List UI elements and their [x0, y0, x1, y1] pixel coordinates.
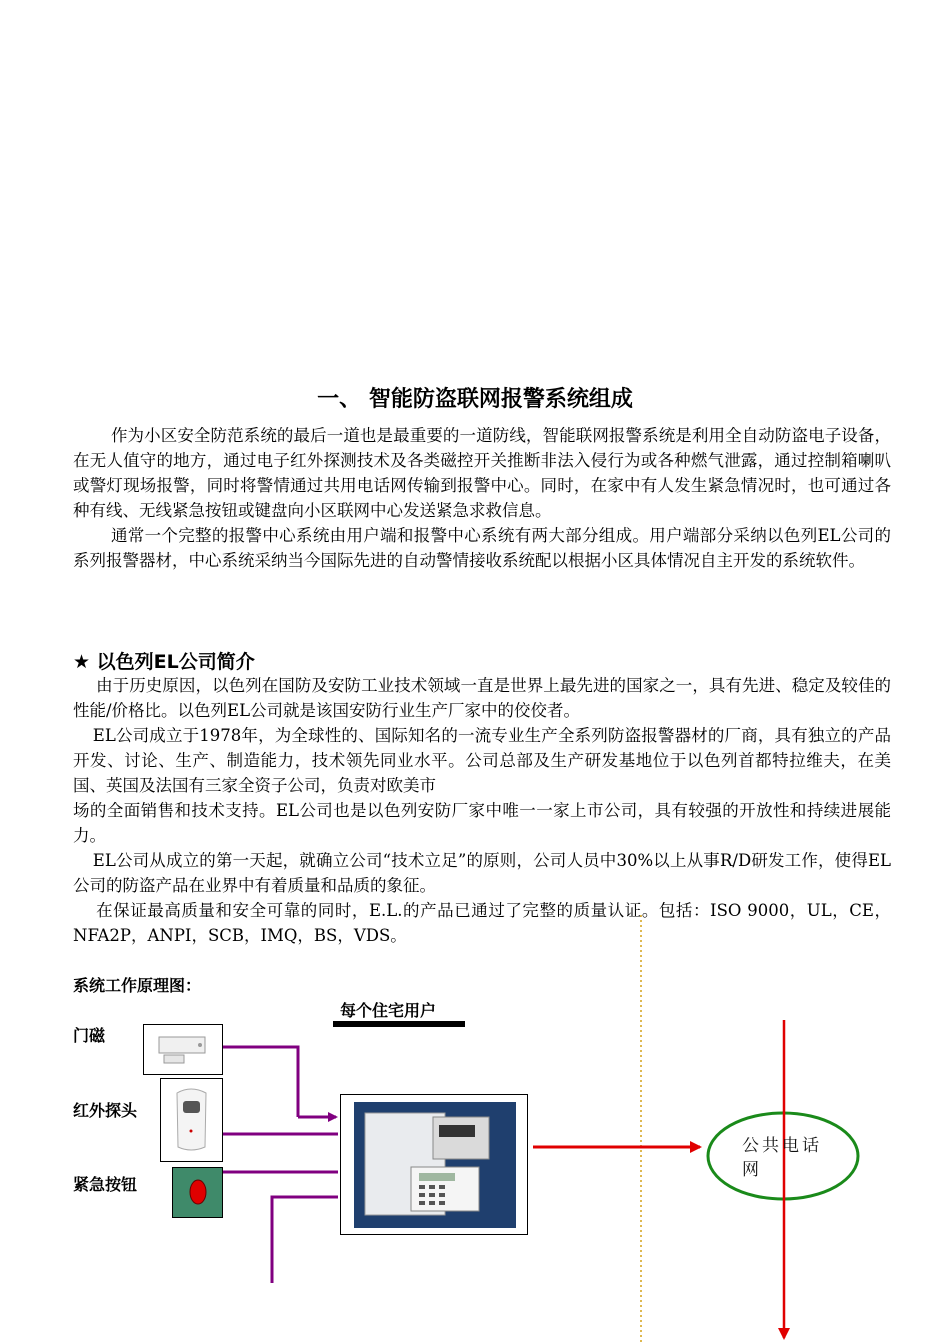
device-label-emergency: 紧急按钮 — [73, 1175, 138, 1194]
intro-paragraph-2: 通常一个完整的报警中心系统由用户端和报警中心系统有两大部分组成。用户端部分采纳以色列EL公司的系列报警器材，中心系统采纳当今国际先进的自动警情接收系统配以根据小区具体情况自主开发的系统软件。 — [73, 526, 891, 570]
company-paragraph-5: 在保证最高质量和安全可靠的同时，E.L.的产品已通过了完整的质量认证。包括：ISO 9000，UL，CE，NFA2P，ANPI，SCB，IMQ，BS，VDS。 — [73, 901, 891, 945]
diagram-caption: 系统工作原理图： — [73, 976, 202, 995]
company-paragraph-1: 由于历史原因，以色列在国防及安防工业技术领域一直是世界上最先进的国家之一，具有先进、稳定及较佳的性能/价格比。以色列EL公司就是该国安防行业生产厂家中的佼佼者。 — [73, 676, 891, 720]
device-label-door: 门磁 — [73, 1026, 106, 1045]
company-paragraph-2: EL公司成立于1978年，为全球性的、国际知名的一流专业生产全系列防盗报警器材的厂商，具有独立的产品开发、讨论、生产、制造能力，技术领先同业水平。公司总部及生产研发基地位于以色列首都特拉维夫，在美国、英国及法国有三家全资子公司，负责对欧美市 — [73, 726, 891, 795]
extra-wire — [272, 1197, 338, 1283]
section-title: 一、 智能防盗联网报警系统组成 — [317, 387, 633, 412]
device-label-infrared: 红外探头 — [73, 1101, 138, 1120]
company-paragraph-3: 场的全面销售和技术支持。EL公司也是以色列安防厂家中唯一一家上市公司，具有较强的开放性和持续进展能力。 — [73, 801, 891, 845]
star-icon: ★ — [73, 651, 91, 673]
user-label-underline — [333, 1021, 465, 1027]
door-sensor-wire — [223, 1047, 298, 1117]
company-heading-text: 以色列EL公司简介 — [96, 651, 255, 673]
network-label: 公共电话网 — [742, 1136, 822, 1180]
intro-paragraph-1: 作为小区安全防范系统的最后一道也是最重要的一道防线，智能联网报警系统是利用全自动防盗电子设备，在无人值守的地方，通过电子红外探测技术及各类磁控开关推断非法入侵行为或各种燃气泄露，通过控制箱喇叭或警灯现场报警，同时将警情通过共用电话网传输到报警中心。同时，在家中有人发生紧急情况时，也可通过各种有线、无线紧急按钮或键盘向小区联网中心发送紧急求救信息。 — [73, 426, 891, 520]
company-paragraph-4: EL公司从成立的第一天起，就确立公司“技术立足”的原则，公司人员中30%以上从事R/D研发工作，使得EL公司的防盗产品在业界中有着质量和品质的象征。 — [73, 851, 891, 895]
user-label: 每个住宅用户 — [340, 1001, 437, 1020]
